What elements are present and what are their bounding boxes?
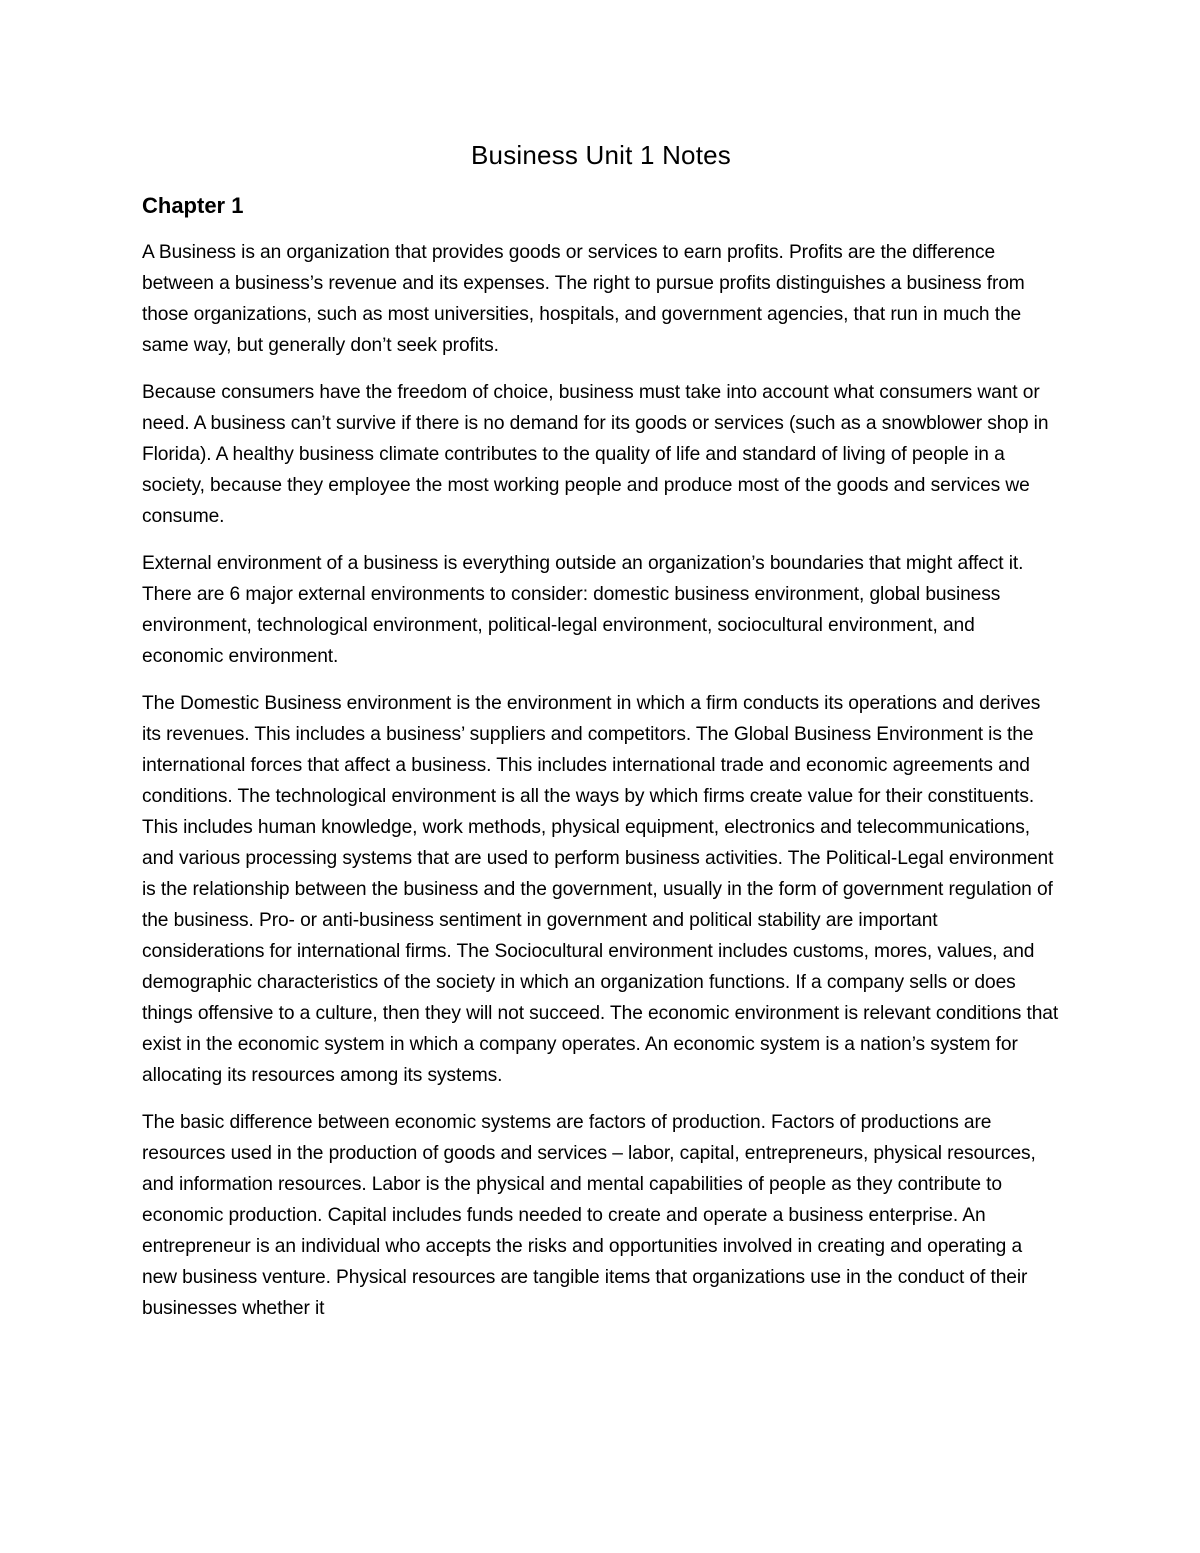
paragraph-external-environment: External environment of a business is everything outside an organization’s boundaries that might affect it. There are 6 major external environments to consider: domestic business environment, global business environment, technological environment, political-legal environment, sociocultural environment, and economic environment. xyxy=(142,553,1024,667)
paragraph-factors-of-production: The basic difference between economic systems are factors of production. Factors of productions are resources used in the production of goods and services – labor, capital, entrepreneurs, physical resources, and information resources. Labor is the physical and mental capabilities of people as they contribute to economic production. Capital includes funds needed to create and operate a business enterprise. An entrepreneur is an individual who accepts the risks and opportunities involved in creating and operating a new business venture. Physical resources are tangible items that organizations use in the conduct of their businesses whether it xyxy=(142,1112,1036,1319)
document-page xyxy=(142,140,1060,1340)
paragraph-consumers: Because consumers have the freedom of choice, business must take into account what consumers want or need. A business can’t survive if there is no demand for its goods or services (such as a snowblower shop in Florida). A healthy business climate contributes to the quality of life and standard of living of people in a society, because they employee the most working people and produce most of the goods and services we consume. xyxy=(142,382,1049,527)
paragraph-environment-types: The Domestic Business environment is the environment in which a firm conducts its operations and derives its revenues. This includes a business’ suppliers and competitors. The Global Business Environment is the international forces that affect a business. This includes international trade and economic agreements and conditions. The technological environment is all the ways by which firms create value for their constituents. This includes human knowledge, work methods, physical equipment, electronics and telecommunications, and various processing systems that are used to perform business activities. The Political-Legal environment is the relationship between the business and the government, usually in the form of government regulation of the business. Pro- or anti-business sentiment in government and political stability are important considerations for international firms. The Sociocultural environment includes customs, mores, values, and demographic characteristics of the society in which an organization functions. If a company sells or does things offensive to a culture, then they will not succeed. The economic environment is relevant conditions that exist in the economic system in which a company operates. An economic system is a nation’s system for allocating its resources among its systems. xyxy=(142,693,1059,1086)
paragraph-business-definition: A Business is an organization that provides goods or services to earn profits. Profits are the difference between a business’s revenue and its expenses. The right to pursue profits distinguishes a business from those organizations, such as most universities, hospitals, and government agencies, that run in much the same way, but generally don’t seek profits. xyxy=(142,242,1025,356)
chapter-heading: Chapter 1 xyxy=(142,193,244,218)
document-title: Business Unit 1 Notes xyxy=(471,140,731,170)
